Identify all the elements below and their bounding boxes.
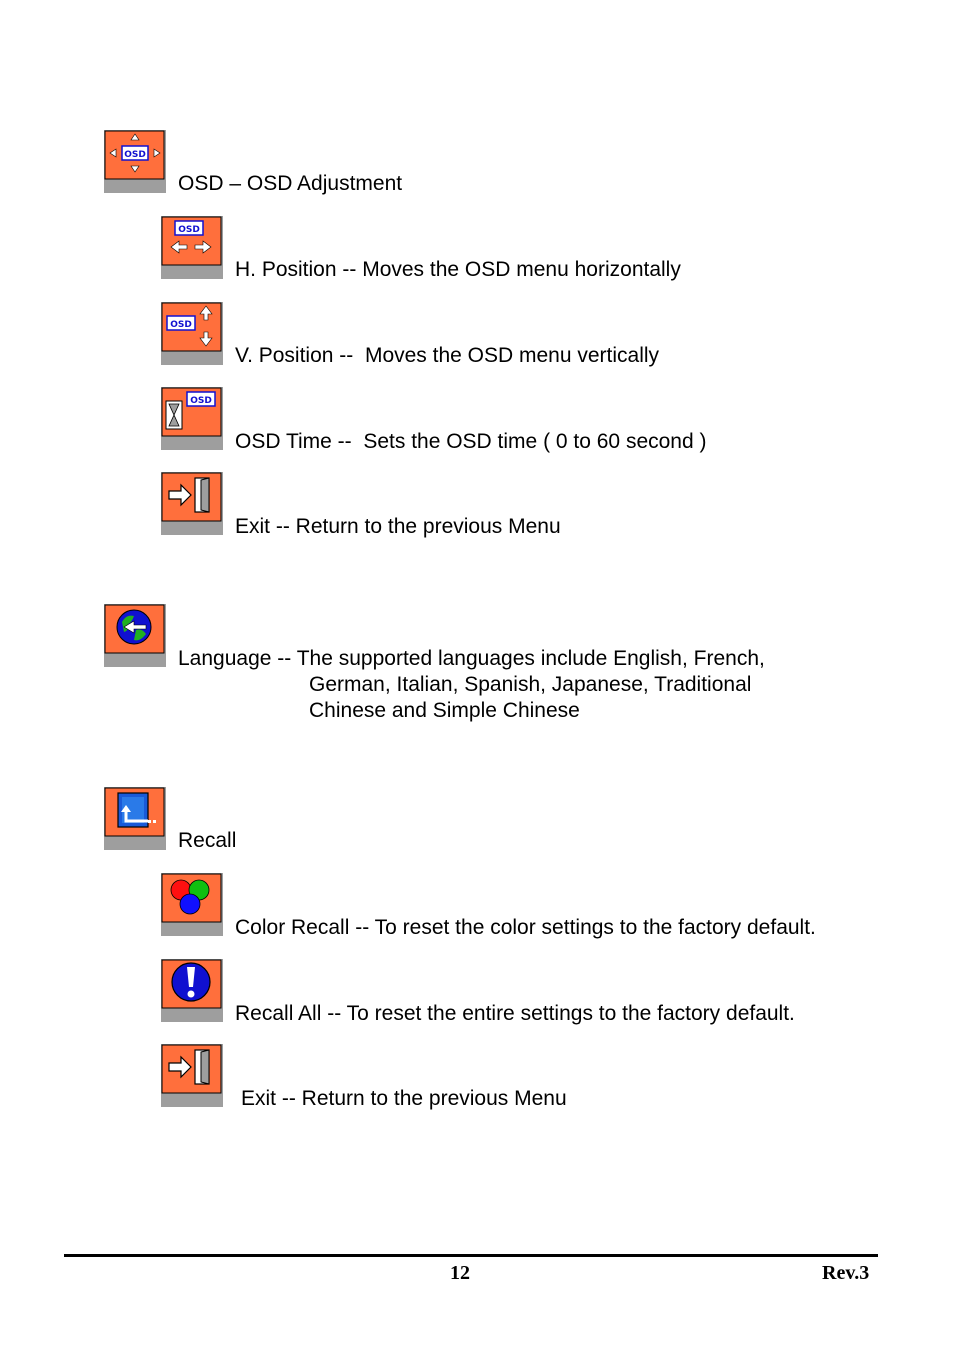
osd-item-v-position: V. Position -- Moves the OSD menu vertically — [235, 344, 660, 367]
osd-v-position-icon — [161, 302, 223, 365]
footer-rule — [64, 1254, 878, 1257]
osd-adjustment-icon — [104, 130, 166, 193]
recall-item-all: Recall All -- To reset the entire settings to the factory default. — [235, 1002, 795, 1025]
recall-heading: Recall — [178, 829, 237, 852]
language-globe-icon — [104, 604, 166, 667]
exit-door-icon — [161, 1044, 223, 1107]
osd-heading: OSD – OSD Adjustment — [178, 172, 403, 195]
language-line-2: German, Italian, Spanish, Japanese, Traditional — [309, 673, 752, 696]
svg-text:OSD: OSD — [190, 396, 212, 406]
osd-item-time: OSD Time -- Sets the OSD time ( 0 to 60 second ) — [235, 430, 707, 453]
recall-icon — [104, 787, 166, 850]
svg-text:OSD: OSD — [170, 320, 192, 330]
recall-item-color: Color Recall -- To reset the color settings to the factory default. — [235, 916, 816, 939]
language-line-3: Chinese and Simple Chinese — [309, 699, 580, 722]
recall-all-icon — [161, 959, 223, 1022]
osd-item-h-position: H. Position -- Moves the OSD menu horizontally — [235, 258, 681, 281]
osd-h-position-icon — [161, 216, 223, 279]
osd-item-exit: Exit -- Return to the previous Menu — [235, 515, 561, 538]
revision-label: Rev.3 — [822, 1262, 870, 1284]
page-number: 12 — [450, 1262, 470, 1284]
svg-text:OSD: OSD — [178, 225, 200, 235]
osd-time-icon — [161, 387, 223, 450]
exit-door-icon — [161, 472, 223, 535]
color-recall-icon — [161, 873, 223, 936]
svg-text:OSD: OSD — [124, 150, 146, 160]
language-line-1: Language -- The supported languages include English, French, — [178, 647, 765, 670]
recall-item-exit: Exit -- Return to the previous Menu — [241, 1087, 567, 1110]
